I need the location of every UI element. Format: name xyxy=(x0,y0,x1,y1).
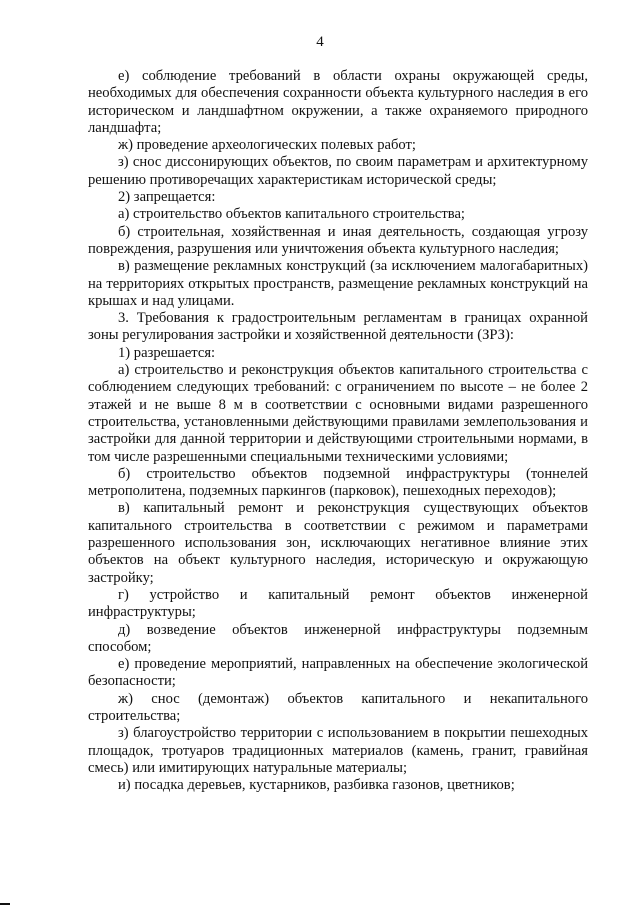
paragraph: б) строительство объектов подземной инфраструктуры (тоннелей метрополитена, подземных паркингов (парковок), пешеходных переходов); xyxy=(88,465,588,500)
paragraph: 3. Требования к градостроительным регламентам в границах охранной зоны регулирования застройки и хозяйственной деятельности (ЗРЗ): xyxy=(88,310,588,344)
paragraph: е) проведение мероприятий, направленных на обеспечение экологической безопасности; xyxy=(88,656,588,690)
paragraph: ж) снос (демонтаж) объектов капитального и некапитального строительства; xyxy=(88,690,588,724)
paragraph: 1) разрешается: xyxy=(118,344,216,361)
paragraph: 2) запрещается: xyxy=(118,189,216,206)
page-number: 4 xyxy=(316,34,324,50)
paragraph: з) благоустройство территории с использованием в покрытии пешеходных площадок, тротуаров традиционных материалов (камень, гранит, гравийная смесь) или имитирующих натуральные материалы; xyxy=(88,725,588,776)
paragraph: в) размещение рекламных конструкций (за исключением малогабаритных) на территориях открытых пространств, размещение рекламных конструкций на крышах и над улицами. xyxy=(88,258,588,309)
document-body xyxy=(88,68,588,794)
paragraph: д) возведение объектов инженерной инфраструктуры подземным способом; xyxy=(88,621,588,655)
paragraph: и) посадка деревьев, кустарников, разбивка газонов, цветников; xyxy=(118,777,515,794)
paragraph: а) строительство и реконструкция объектов капитального строительства с соблюдением следующих требований: с ограничением по высоте – не более 2 этажей и не выше 8 м в соответствии с основными видами разрешенного строительства, установленными действующими правилами землепользования и застройки для данной территории и действующими строительными нормами, в том числе разрешенными специальными техническими условиями; xyxy=(88,362,588,465)
paragraph: а) строительство объектов капитального строительства; xyxy=(118,206,465,223)
paragraph: з) снос диссонирующих объектов, по своим параметрам и архитектурному решению противоречащих характеристикам исторической среды; xyxy=(88,154,588,188)
paragraph: г) устройство и капитальный ремонт объектов инженерной инфраструктуры; xyxy=(88,586,588,621)
paragraph: е) соблюдение требований в области охраны окружающей среды, необходимых для обеспечения сохранности объекта культурного наследия в его историческом и ландшафтном окружении, а также охраняемого природного ландшафта; xyxy=(88,68,588,136)
paragraph: б) строительная, хозяйственная и иная деятельность, создающая угрозу повреждения, разрушения или уничтожения объекта культурного наследия; xyxy=(88,223,588,257)
paragraph: ж) проведение археологических полевых работ; xyxy=(118,137,416,154)
paragraph: в) капитальный ремонт и реконструкция существующих объектов капитального строительства в соответствии с режимом и параметрами разрешенного использования зон, исключающих негативное влияние этих объектов на объект культурного наследия, историческую и окружающую застройку; xyxy=(88,500,588,586)
